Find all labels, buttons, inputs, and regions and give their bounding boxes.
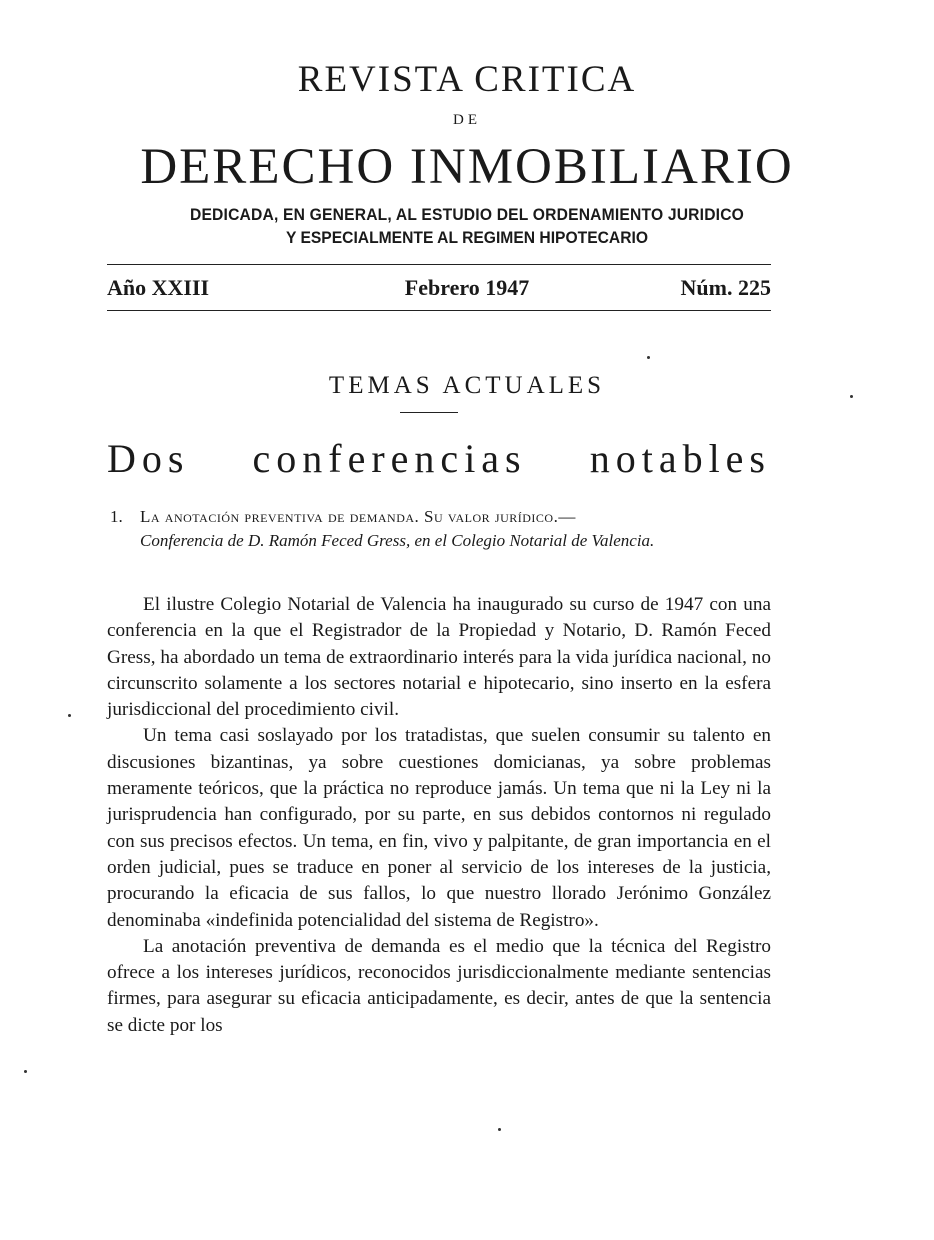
journal-title-line2: DERECHO INMOBILIARIO <box>140 139 794 195</box>
section-heading: TEMAS ACTUALES <box>328 372 606 399</box>
scan-speck <box>498 1128 501 1131</box>
article-heading-subtitle: Conferencia de D. Ramón Feced Gress, en el Colegio Notarial de Valencia. <box>140 531 655 550</box>
section-rule <box>400 412 458 413</box>
scan-speck <box>647 356 650 359</box>
issue-date: Febrero 1947 <box>404 275 530 300</box>
header-rule-bottom <box>107 310 771 311</box>
article-heading <box>110 505 772 553</box>
paragraph: El ilustre Colegio Notarial de Valencia ha inaugurado su curso de 1947 con una conferencia en la que el Registrador de la Propiedad y Notario, D. Ramón Feced Gress, ha abordado un tema de extraordinario interés para la vida jurídica nacional, no circunscrito solamente a los sectores notarial e hipotecario, sino inserto en la esfera jurisdiccional del procedimiento civil. <box>107 594 771 721</box>
issue-number: Núm. 225 <box>680 275 771 300</box>
journal-title-line1: REVISTA CRITICA <box>297 59 637 100</box>
header-rule-top <box>107 264 771 265</box>
paragraph: La anotación preventiva de demanda es el medio que la técnica del Registro ofrece a los intereses jurídicos, reconocidos jurisdiccionalmente mediante sentencias firmes, para asegurar su eficacia anticipadamente, es decir, antes de que la sentencia se dicte por los <box>107 935 771 1036</box>
journal-title-connector: DE <box>453 112 481 128</box>
article-body <box>107 592 771 1039</box>
article-title: Dos conferencias notables <box>107 436 771 481</box>
journal-subtitle-line1: DEDICADA, EN GENERAL, AL ESTUDIO DEL ORDENAMIENTO JURIDICO <box>189 205 745 224</box>
article-heading-title: La anotación preventiva de demanda. Su valor jurídico.— <box>140 507 576 526</box>
scan-speck <box>68 714 71 717</box>
article-number: 1. <box>110 507 123 526</box>
paragraph: Un tema casi soslayado por los tratadistas, que suelen consumir su talento en discusiones bizantinas, ya sobre cuestiones domicianas, ya sobre problemas meramente teóricos, que la práctica no reproduce jamás. Un tema que ni la Ley ni la jurisprudencia han configurado, por su parte, en sus debidos contornos ni regulado con sus precisos efectos. Un tema, en fin, vivo y palpitante, de gran importancia en el orden judicial, pues se traduce en poner al servicio de los intereses de la justicia, procurando la eficacia de sus fallos, lo que nuestro llorado Jerónimo González denominaba «indefinida potencialidad del sistema de Registro». <box>107 725 771 931</box>
scan-speck <box>850 395 853 398</box>
journal-subtitle-line2: Y ESPECIALMENTE AL REGIMEN HIPOTECARIO <box>285 228 649 247</box>
issue-year: Año XXIII <box>107 275 210 300</box>
scan-speck <box>24 1070 27 1073</box>
